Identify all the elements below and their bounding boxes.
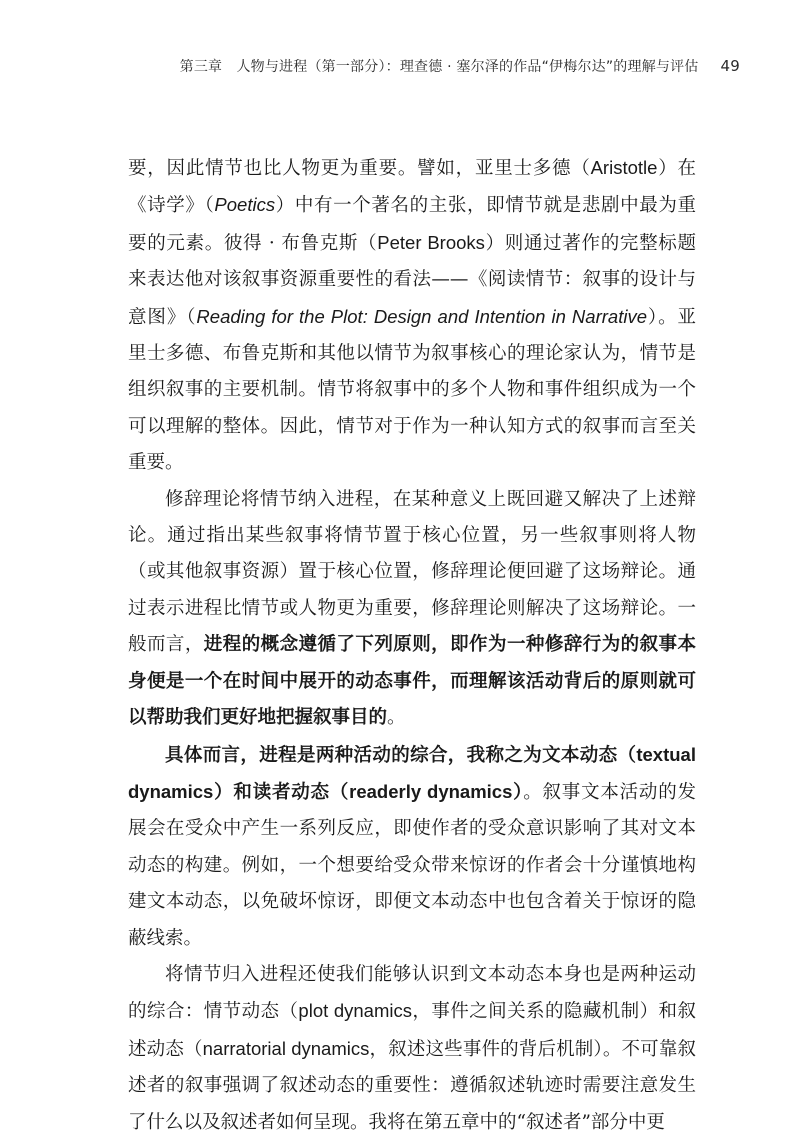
paragraph-4 (128, 957, 696, 1141)
book-title-poetics: Poetics (214, 194, 276, 216)
text-segment: ）。亚里士多德、布鲁克斯和其他以情节为叙事核心的理论家认为，情节是组织叙事的主要机制。情节将叙事中的多个人物和事件组织成为一个可以理解的整体。因此，情节对于作为一种认知方式的叙事而言至关重要。 (128, 306, 696, 474)
body-text (128, 150, 696, 1141)
text-segment: Aristotle (590, 157, 658, 178)
text-segment: plot dynamics (298, 1000, 412, 1022)
text-segment: ，事件之间关系的隐藏机制）和叙述动态（ (128, 1001, 696, 1060)
paragraph-3 (128, 737, 696, 957)
bold-text-segment: ）和读者动态（ (213, 781, 350, 803)
bold-text-segment: 进程的概念遵循了下列原则，即作为一种修辞行为的叙事本身便是一个在时间中展开的动态事件，而理解该活动背后的原则就可以帮助我们更好地把握叙事目的 (128, 634, 696, 729)
book-title-reading-for-the-plot: Reading for the Plot: Design and Intention in Narrative (196, 305, 647, 327)
text-segment: ，叙述这些事件的背后机制）。不可靠叙述者的叙事强调了叙述动态的重要性：遵循叙述轨迹时需要注意发生了什么以及叙述者如何呈现。我将在第五章中的“叙述者”部分中更 (128, 1038, 696, 1133)
text-segment: ）则通过著作的完整标题来表达他对该叙事资源重要性的看法——《阅读情节：叙事的设计与意图》（ (128, 232, 696, 328)
bold-text-segment: ） (512, 781, 524, 803)
text-segment: 。叙事文本活动的发展会在受众中产生一系列反应，即使作者的受众意识影响了其对文本动态的构建。例如，一个想要给受众带来惊讶的作者会十分谨慎地构建文本动态，以免破坏惊讶，即便文本动态中也包含着关于惊讶的隐蔽线索。 (128, 781, 696, 949)
text-segment: 要，因此情节也比人物更为重要。譬如，亚里士多德（ (128, 158, 591, 179)
text-segment: ）在《诗学》（ (128, 158, 696, 217)
running-header (120, 56, 740, 76)
bold-text-segment: 具体而言，进程是两种活动的综合，我称之为文本动态（ (165, 744, 637, 766)
text-segment: 将情节归入进程还使我们能够认识到文本动态本身也是两种运动的综合：情节动态（ (128, 963, 696, 1023)
text-segment: ）中有一个著名的主张，即情节就是悲剧中最为重要的元素。彼得 · 布鲁克斯（ (128, 195, 696, 254)
bold-text-segment: textual dynamics (128, 743, 696, 802)
chapter-title: 第三章 人物与进程（第一部分）：理查德 · 塞尔泽的作品“伊梅尔达”的理解与评估 (179, 59, 699, 75)
text-segment: Peter Brooks (377, 231, 485, 253)
text-segment: narratorial dynamics (202, 1037, 370, 1059)
page-number: 49 (720, 57, 740, 75)
text-segment: 修辞理论将情节纳入进程，在某种意义上既回避又解决了上述辩论。通过指出某些叙事将情节置于核心位置，另一些叙事则将人物（或其他叙事资源）置于核心位置，修辞理论便回避了这场辩论。通过表示进程比情节或人物更为重要，修辞理论则解决了这场辩论。一般而言， (128, 488, 696, 656)
text-segment: 。 (387, 707, 406, 729)
bold-text-segment: readerly dynamics (349, 780, 513, 802)
paragraph-1 (128, 150, 696, 482)
paragraph-2 (128, 482, 696, 737)
